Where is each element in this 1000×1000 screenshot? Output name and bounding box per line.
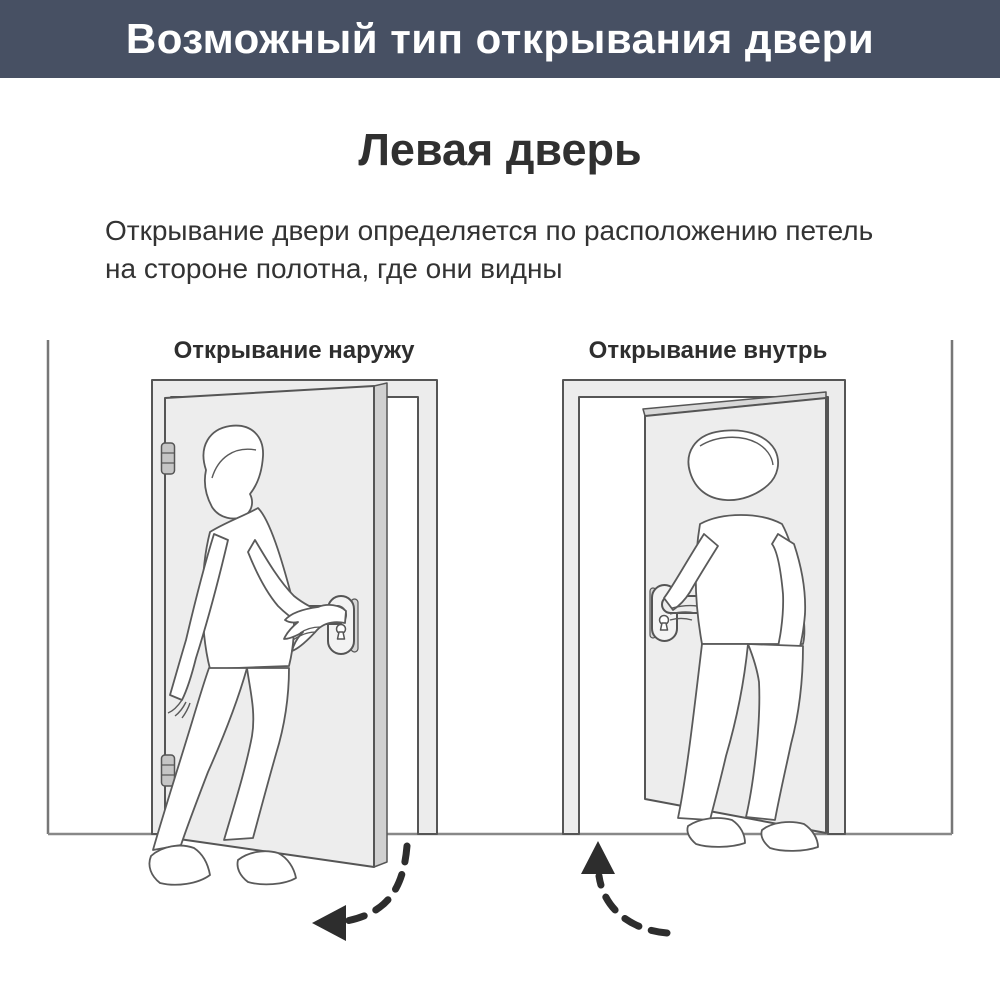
arrowhead-up [581, 841, 615, 874]
hinge-top-icon [162, 443, 175, 474]
swing-arrow-inward [581, 841, 667, 933]
description-line-1: Открывание двери определяется по расположению петель [105, 215, 874, 246]
back-shoe [237, 851, 296, 884]
left-diagram [149, 380, 437, 941]
header-title: Возможный тип открывания двери [125, 15, 875, 62]
keyhole-icon-right [660, 616, 669, 631]
page-title: Левая дверь [358, 124, 642, 175]
front-shoe [687, 818, 745, 847]
description-line-2: на стороне полотна, где они видны [105, 253, 563, 284]
door-edge-face [374, 383, 387, 867]
arrowhead-left [312, 905, 346, 941]
right-diagram [563, 380, 845, 933]
label-opening-inward: Открывание внутрь [588, 337, 828, 364]
keyhole-icon-left [337, 625, 346, 640]
hinge-bottom-icon [162, 755, 175, 786]
label-opening-outward: Открывание наружу [173, 337, 415, 364]
front-shoe [149, 846, 210, 885]
